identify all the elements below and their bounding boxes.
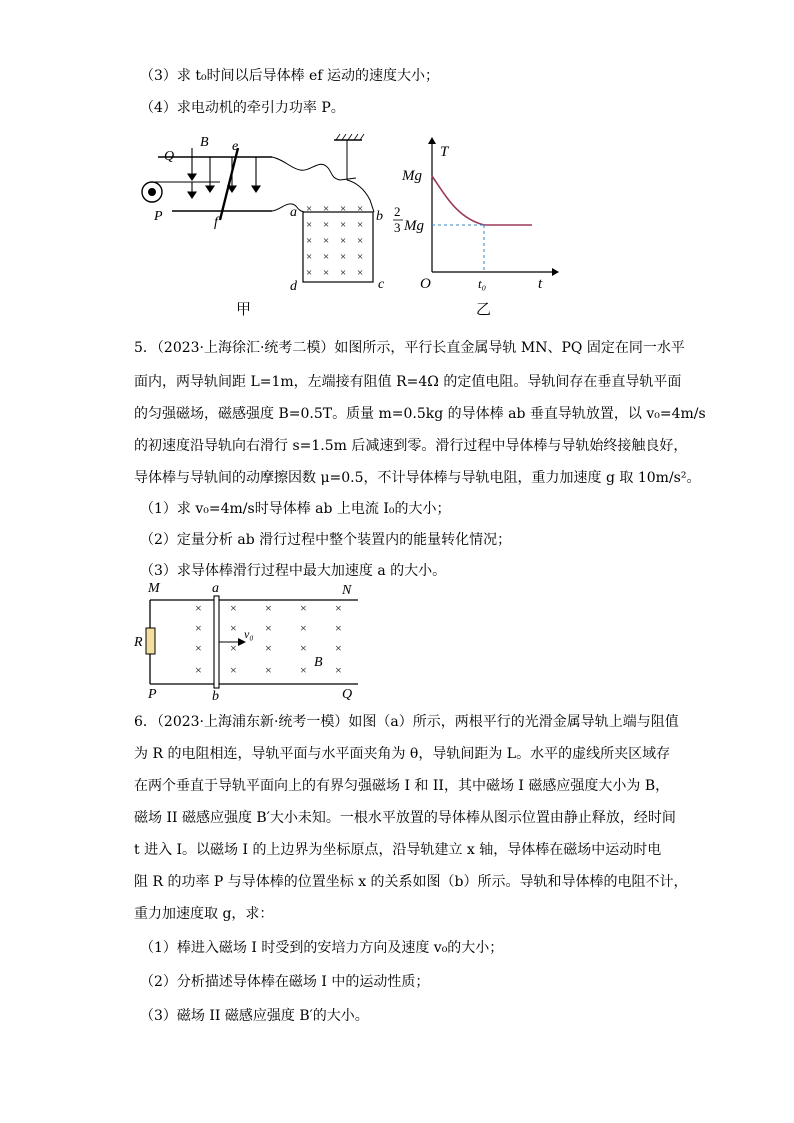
p5-question-3: （3）求导体棒滑行过程中最大加速度 a 的大小。 [140,563,447,579]
field-cross-mark: × [265,621,272,635]
field-cross-mark: × [306,235,313,247]
field-cross-mark: × [265,601,272,615]
label-R: R [134,635,143,650]
label-e: e [232,139,239,154]
field-cross-mark: × [306,219,313,231]
label-Q: Q [342,687,353,702]
field-cross-grid [306,203,363,279]
p6-line-4: 磁场 II 磁感应强度 B′大小未知。一根水平放置的导体棒从图示位置由静止释放，经时间 [134,810,676,826]
figure-jia [140,130,410,295]
axis-label-T: T [440,144,449,160]
p5-line-2: 面内，两导轨间距 L=1m，左端接有阻值 R=4Ω 的定值电阻。导轨间存在垂直导轨平面 [134,374,682,390]
label-P: P [148,687,157,702]
field-cross-mark: × [300,663,307,677]
label-M: M [148,581,160,596]
figure-p5-rails [130,580,370,702]
field-cross-mark: × [340,251,347,263]
label-d: d [290,279,297,294]
field-cross-mark: × [357,235,364,247]
p5-line-4: 的初速度沿导轨向右滑行 s=1.5m 后减速到零。滑行过程中导体棒与导轨始终接触良好， [134,438,688,454]
frac-denominator: 3 [394,220,401,235]
p5-question-1: （1）求 v₀=4m/s时导体棒 ab 上电流 I₀的大小； [140,501,451,517]
p5-line-5: 导体棒与导轨间的动摩擦因数 μ=0.5，不计导体棒与导轨电阻，重力加速度 g 取 10m/s²。 [134,470,701,486]
label-f: f [214,215,218,230]
field-cross-mark: × [300,601,307,615]
field-cross-mark: × [357,219,364,231]
field-cross-mark: × [340,267,347,279]
field-cross-mark: × [323,251,330,263]
p5-line-3: 的匀强磁场，磁感强度 B=0.5T。质量 m=0.5kg 的导体棒 ab 垂直导轨放置，以 v₀=4m/s [134,406,706,422]
field-cross-mark: × [195,601,202,615]
field-cross-mark: × [230,621,237,635]
label-two-thirds-Mg: Mg [404,218,424,234]
p6-line-3: 在两个垂直于导轨平面向上的有界匀强磁场 I 和 II，其中磁场 I 磁感应强度大小为 B， [134,778,670,794]
frac-numerator: 2 [394,204,401,219]
label-B: B [200,135,209,150]
field-cross-mark: × [306,203,313,215]
field-cross-mark: × [230,601,237,615]
field-cross-mark: × [340,235,347,247]
field-cross-mark: × [323,235,330,247]
field-cross-mark: × [195,641,202,655]
question-4-3: （3）求 t₀时间以后导体棒 ef 运动的速度大小； [140,68,439,84]
field-cross-mark: × [265,663,272,677]
label-a: a [290,205,297,220]
field-cross-mark: × [300,641,307,655]
label-P: P [154,209,163,224]
origin-label: O [420,276,431,292]
field-cross-mark: × [195,621,202,635]
label-t0: t₀ [478,276,487,291]
field-cross-mark: × [335,601,342,615]
p6-line-7: 重力加速度取 g，求： [134,906,274,922]
figure-yi-graph [392,136,562,296]
field-cross-mark: × [323,267,330,279]
p6-question-2: （2）分析描述导体棒在磁场 I 中的运动性质； [140,974,430,990]
caption-yi: 乙 [476,300,492,318]
field-cross-mark: × [340,219,347,231]
label-B: B [314,655,323,670]
field-cross-mark: × [306,251,313,263]
field-cross-mark: × [335,663,342,677]
resistor-R [146,628,155,654]
field-cross-mark: × [323,203,330,215]
rod-ab [214,596,219,688]
p6-line-1: 6．（2023·上海浦东新·统考一模）如图（a）所示，两根平行的光滑金属导轨上端与阻值 [134,714,679,730]
field-cross-mark: × [357,203,364,215]
label-Mg: Mg [402,168,422,184]
label-b: b [376,209,383,224]
label-N: N [342,583,352,598]
tension-curve [432,176,532,225]
field-cross-mark: × [265,641,272,655]
label-v0: v₀ [244,627,254,641]
field-cross-mark: × [323,219,330,231]
p6-line-2: 为 R 的电阻相连，导轨平面与水平面夹角为 θ，导轨间距为 L。水平的虚线所夹区域存 [134,746,671,762]
p6-question-1: （1）棒进入磁场 I 时受到的安培力方向及速度 v₀的大小； [140,940,504,956]
p6-line-6: 阻 R 的功率 P 与导体棒的位置坐标 x 的关系如图（b）所示。导轨和导体棒的电阻不计， [134,874,688,890]
magnetic-field-arrows [188,148,260,198]
field-cross-mark: × [230,663,237,677]
rod-ef [220,148,238,220]
field-cross-mark: × [335,641,342,655]
p6-question-3: （3）磁场 II 磁感应强度 B′的大小。 [140,1008,369,1024]
p5-line-1: 5．（2023·上海徐汇·统考二模）如图所示，平行长直金属导轨 MN、PQ 固定在同一水平 [134,340,685,356]
field-cross-mark: × [357,251,364,263]
field-cross-mark: × [230,641,237,655]
field-cross-mark: × [335,621,342,635]
p5-question-2: （2）定量分析 ab 滑行过程中整个装置内的能量转化情况； [140,532,512,548]
field-cross-mark: × [300,621,307,635]
caption-jia: 甲 [236,300,252,318]
label-Q: Q [164,149,175,164]
field-cross-mark: × [306,267,313,279]
label-b: b [212,689,219,702]
question-4-4: （4）求电动机的牵引力功率 P。 [140,100,345,116]
label-c: c [378,277,385,292]
axis-label-t: t [538,276,543,292]
field-cross-mark: × [340,203,347,215]
label-a: a [212,581,219,596]
field-cross-mark: × [357,267,364,279]
field-cross-mark: × [195,663,202,677]
p6-line-5: t 进入 I。以磁场 I 的上边界为坐标原点，沿导轨建立 x 轴，导体棒在磁场中运动时电 [134,842,662,858]
